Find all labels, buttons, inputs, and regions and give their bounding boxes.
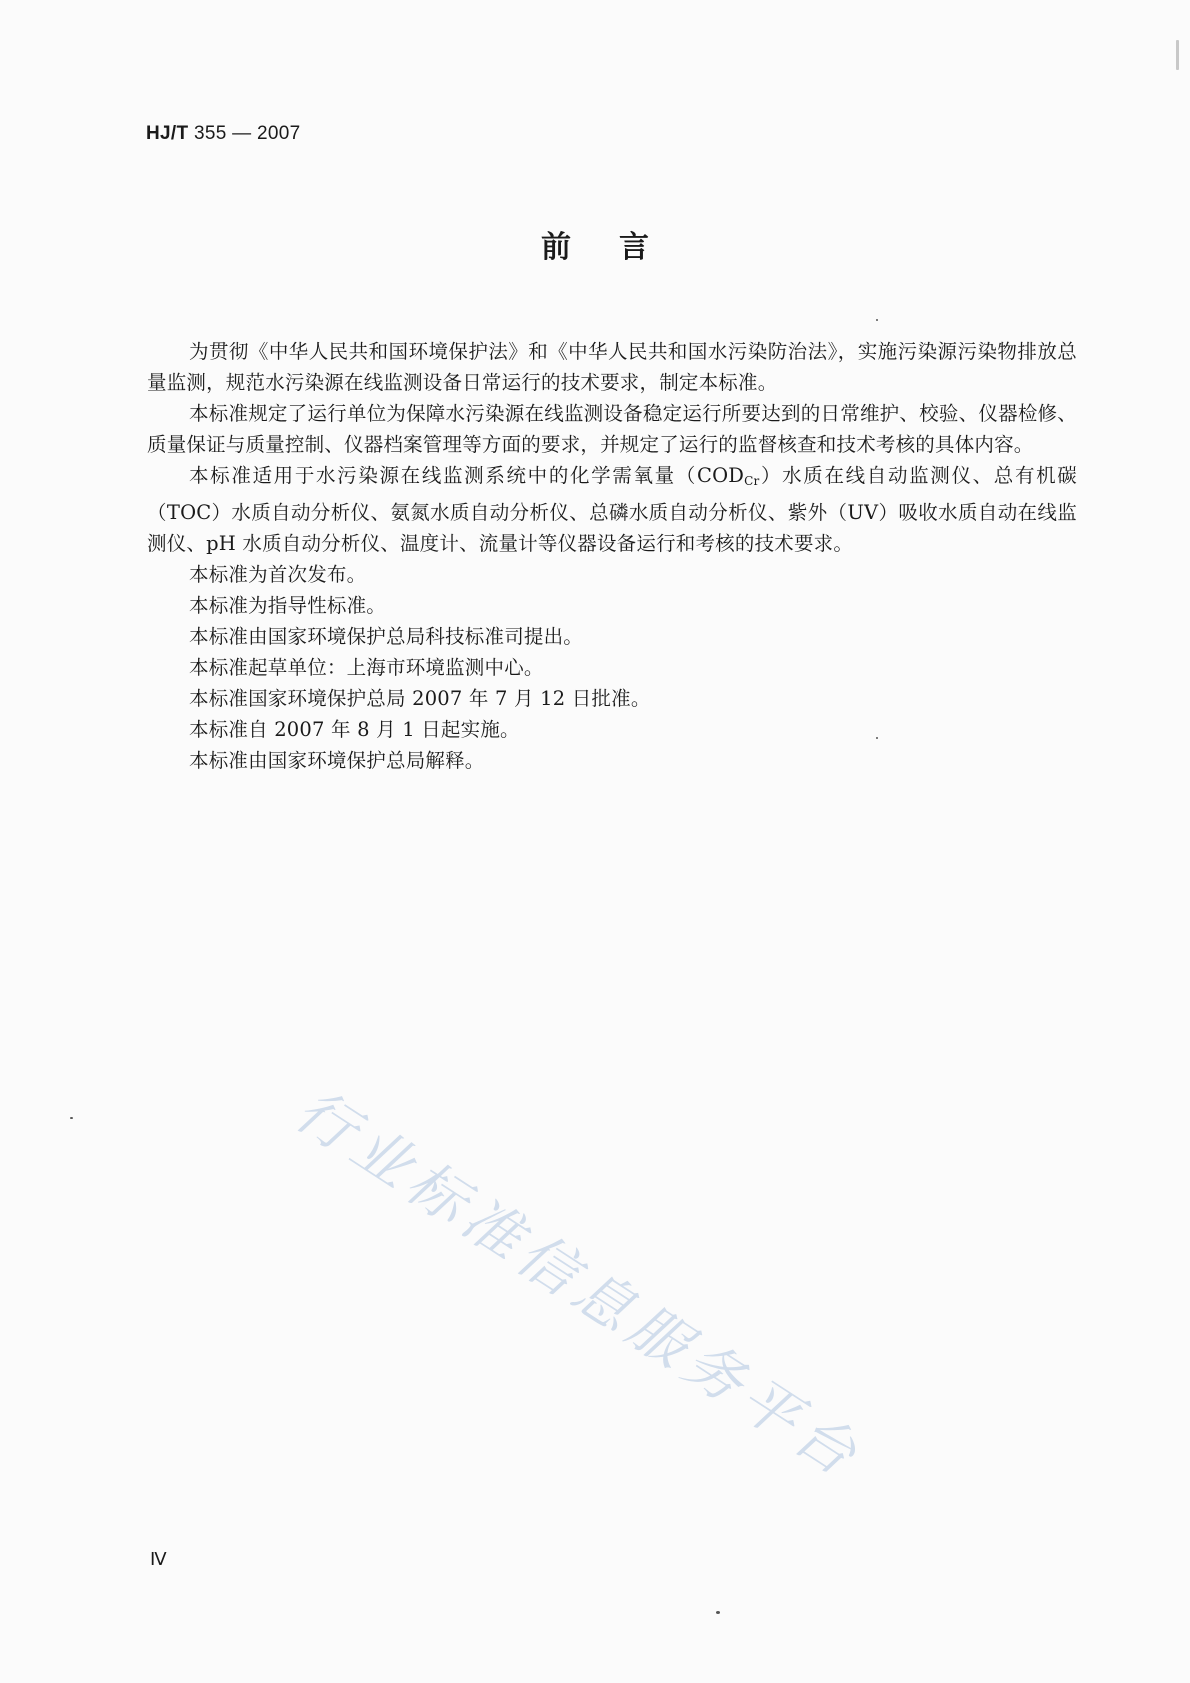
page-title: 前言: [541, 230, 697, 265]
scan-speck: [1176, 40, 1179, 70]
page-number: Ⅳ: [150, 1549, 167, 1569]
paragraph-first-release: 本标准为首次发布。: [189, 563, 367, 586]
standard-code: [146, 123, 300, 145]
scan-speck: [716, 1611, 720, 1614]
scan-speck: [70, 1117, 73, 1119]
paragraph-approval-date: 本标准国家环境保护总局 2007 年 7 月 12 日批准。: [189, 687, 651, 710]
paragraph-guidance-standard: 本标准为指导性标准。: [189, 594, 387, 617]
paragraph-scope-content: 本标准规定了运行单位为保障水污染源在线监测设备稳定运行所要达到的日常维护、校验、仪器检修、质量保证与质量控制、仪器档案管理等方面的要求，并规定了运行的监督核查和技术考核的具体内容。: [147, 402, 1077, 456]
paragraph-proposed-by: 本标准由国家环境保护总局科技标准司提出。: [189, 625, 584, 648]
applicability-text-end: ）水质在线自动监测仪、总有机碳（TOC）水质自动分析仪、氨氮水质自动分析仪、总磷水质自动分析仪、紫外（UV）吸收水质自动在线监测仪、pH 水质自动分析仪、温度计、流量计等仪器设备运行和考核的技术要求。: [147, 464, 1077, 555]
scan-speck: [876, 737, 878, 739]
paragraph-interpretation: 本标准由国家环境保护总局解释。: [189, 749, 485, 772]
paragraph-applicability: [147, 460, 1077, 559]
cod-subscript: Cr: [744, 474, 760, 488]
paragraph-purpose: 为贯彻《中华人民共和国环境保护法》和《中华人民共和国水污染防治法》，实施污染源污染物排放总量监测，规范水污染源在线监测设备日常运行的技术要求，制定本标准。: [147, 340, 1077, 394]
paragraph-drafting-unit: 本标准起草单位：上海市环境监测中心。: [189, 656, 544, 679]
standard-code-number: 355 — 2007: [188, 123, 301, 144]
foreword-body: [147, 336, 1077, 776]
watermark-text: 行业标准信息服务平台: [283, 1075, 875, 1493]
standard-code-prefix: HJ/T: [146, 123, 189, 144]
scan-speck: [876, 319, 878, 321]
applicability-text-start: 本标准适用于水污染源在线监测系统中的化学需氧量（COD: [189, 464, 745, 487]
paragraph-effective-date: 本标准自 2007 年 8 月 1 日起实施。: [189, 718, 520, 741]
